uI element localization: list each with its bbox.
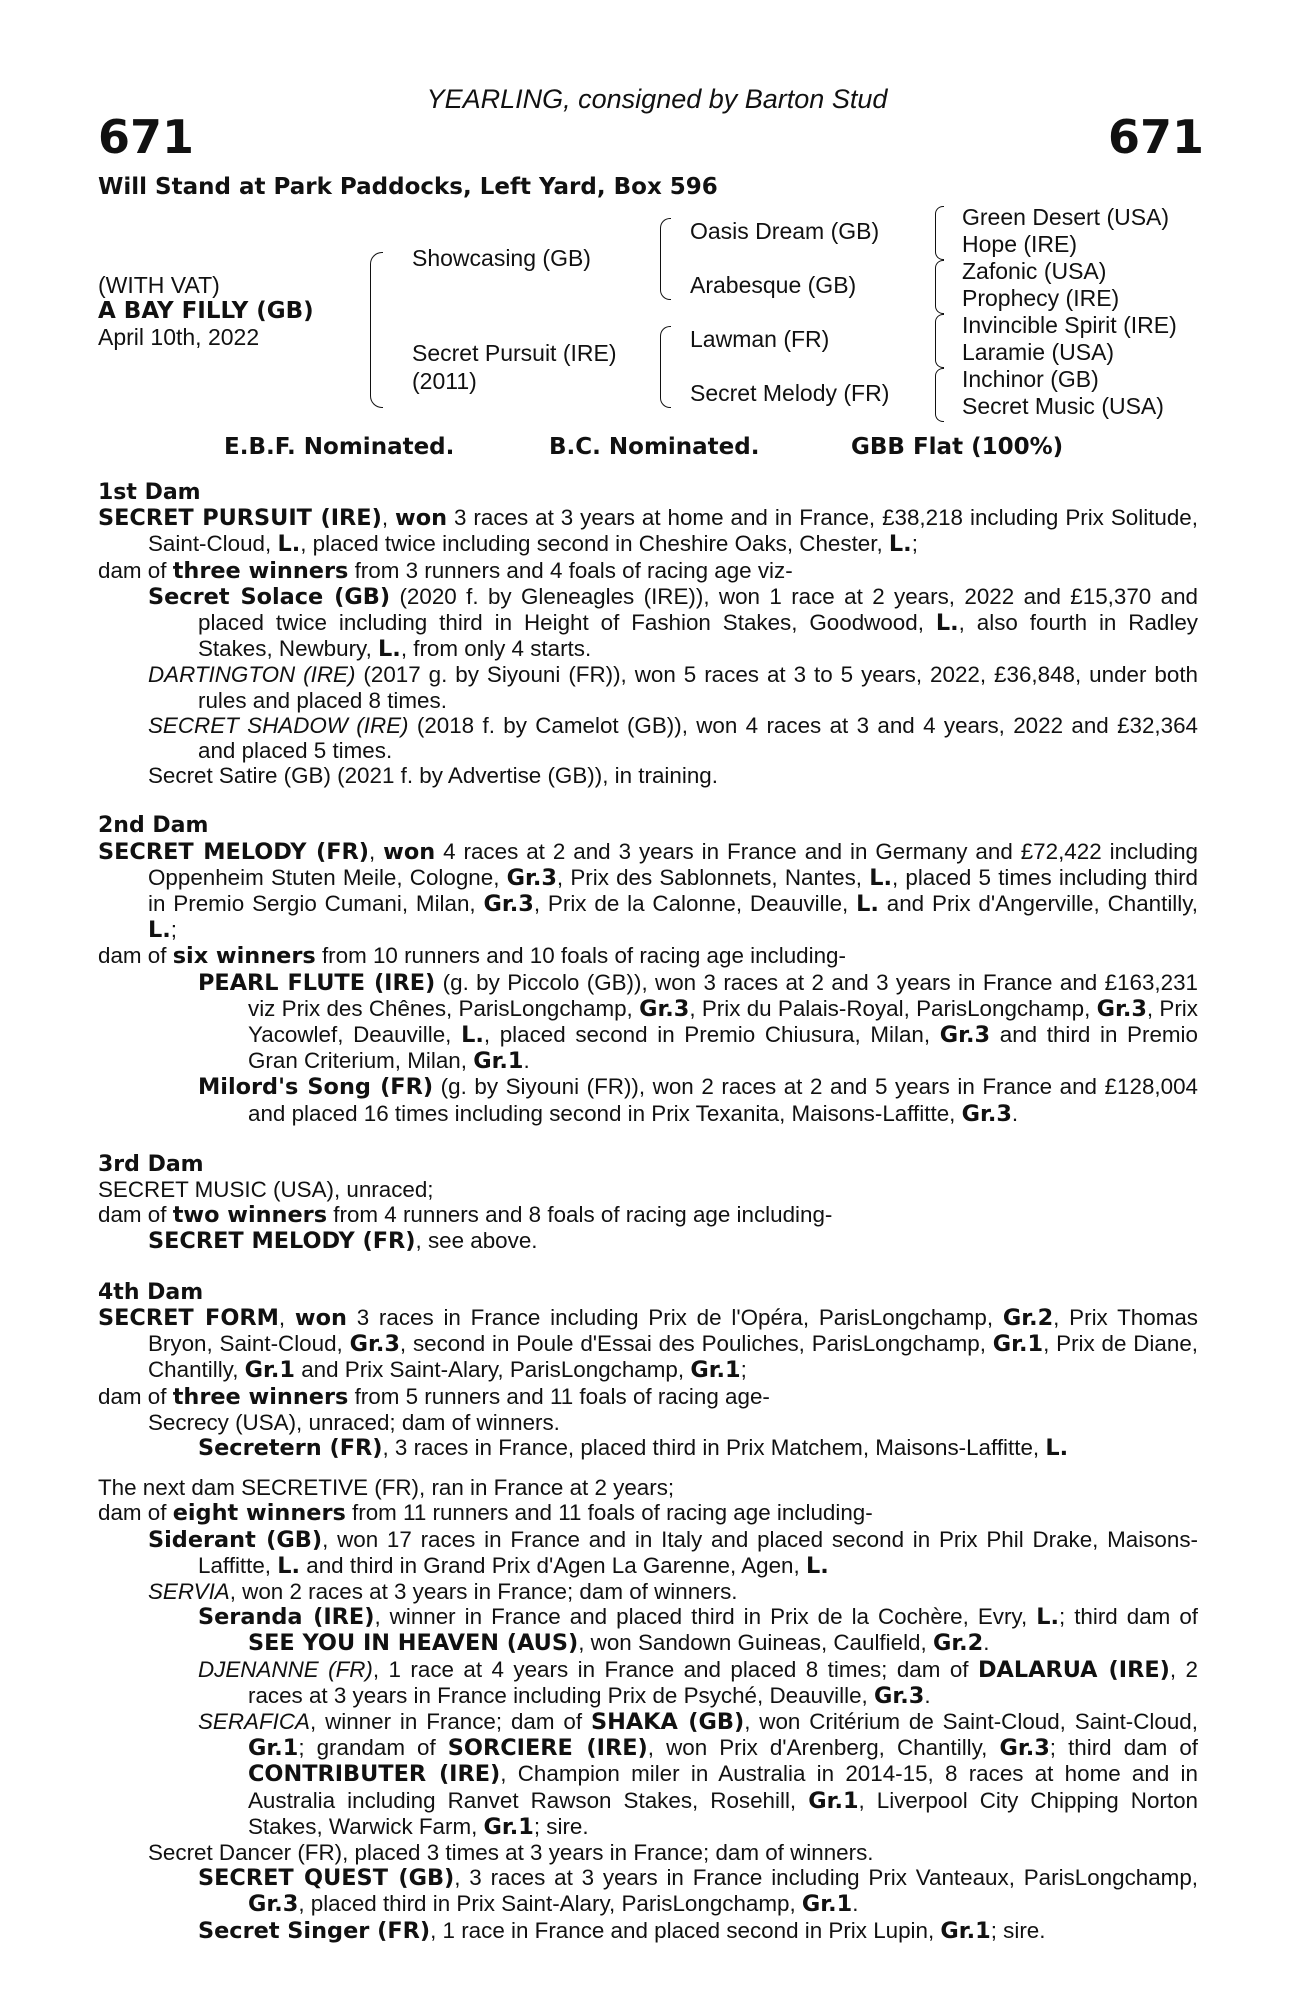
- produce-text: .: [924, 1682, 931, 1708]
- dam4-text: , Prix de Diane, Chantilly,: [148, 1331, 1198, 1383]
- dam1-produce-2: [98, 662, 1198, 712]
- next-dam-dam-of-pre: dam of: [98, 1500, 173, 1526]
- dam2-won: won: [383, 838, 436, 865]
- lot-number-left: 671: [98, 110, 195, 164]
- dam1-dam-of-pre: dam of: [98, 557, 173, 583]
- pedigree-g3-3: Zafonic (USA): [962, 258, 1107, 284]
- produce-name: Milord's Song (FR): [198, 1074, 434, 1101]
- dam1-listed-1: L.: [277, 531, 301, 558]
- dam2-text: 4 races at 2 and 3 years in France and in Germany and £72,422 including Oppenheim Stuten Meile, Cologne,: [148, 838, 1198, 890]
- dancer-produce-singer: [98, 1918, 1198, 1944]
- produce-text: , also fourth in Radley Stakes, Newbury,: [198, 610, 1198, 662]
- dam4-grandproduce-1: [98, 1435, 1198, 1461]
- produce-text: , 3 races in France, placed third in Prix Matchem, Maisons-Laffitte,: [382, 1434, 1046, 1460]
- listed-mark: L.: [1036, 1604, 1059, 1631]
- produce-name: Secret Singer (FR): [198, 1917, 431, 1944]
- produce-name: SECRET SHADOW (IRE): [148, 712, 409, 738]
- dam4-text: , second in Poule d'Essai des Pouliches, ParisLongchamp,: [399, 1331, 993, 1357]
- produce-text: , won 2 races at 3 years in France; dam of winners.: [229, 1578, 738, 1604]
- produce-text: , winner in France; dam of: [309, 1708, 591, 1734]
- dam1-text: 3 races at 3 years at home and in France, £38,218 including Prix Solitude, Saint-Cloud,: [148, 505, 1198, 557]
- pedigree-brace-g3-1: [935, 206, 944, 260]
- produce-text: , Prix du Palais-Royal, ParisLongchamp,: [689, 995, 1097, 1021]
- dam2-dam-of-post: from 10 runners and 10 foals of racing age including-: [315, 943, 846, 969]
- group-mark: Gr.1: [690, 1357, 741, 1384]
- dam1-text2: , placed twice including second in Cheshire Oaks, Chester,: [300, 531, 889, 557]
- produce-name: Secret Solace (GB): [148, 583, 391, 610]
- next-dam-dam-of: [98, 1500, 1198, 1526]
- produce-text: , won Critérium de Saint-Cloud, Saint-Cloud,: [744, 1708, 1198, 1734]
- produce-text: ; sire.: [533, 1813, 589, 1839]
- foaling-date: April 10th, 2022: [98, 324, 260, 350]
- dam2-dam-of: [98, 943, 1198, 969]
- gbb-nomination: GBB Flat (100%): [851, 434, 1064, 460]
- produce-text: , winner in France and placed third in Prix de la Cochère, Evry,: [374, 1604, 1037, 1630]
- produce-text: , won 17 races in France and in Italy and placed second in Prix Phil Drake, Maisons-Laffitte,: [198, 1526, 1198, 1578]
- next-dam-produce-siderant: [98, 1527, 1198, 1579]
- produce-name: SERVIA: [148, 1578, 230, 1604]
- group-mark: Gr.1: [483, 1813, 534, 1840]
- produce-text: , won Sandown Guineas, Caulfield,: [578, 1630, 933, 1656]
- descendant-name: SORCIERE (IRE): [447, 1735, 648, 1762]
- pedigree-brace-main: [370, 252, 383, 408]
- produce-text: , 1 race at 4 years in France and placed 8 times; dam of: [372, 1656, 978, 1682]
- vat-note: (WITH VAT): [98, 272, 220, 298]
- produce-name: Secret Satire (GB): [148, 763, 331, 789]
- group-mark: Gr.1: [992, 1331, 1044, 1358]
- dam3-dam-of: [98, 1202, 1198, 1228]
- dam2-record: SECRET MELODY (FR), won 4 races at 2 and 3 years in France and in Germany and £72,422 including Oppenheim Stuten Meile, Cologne, Gr.3, Prix des Sablonnets, Nantes, L., placed 5 times including third in Premio Sergio Cumani, Milan, Gr.3, Prix de la Calonne, Deauville, L. and Prix d'Angerville, Chantilly, L.;: [98, 838, 1198, 944]
- dam2-dam-of-pre: dam of: [98, 943, 173, 969]
- pedigree-sire: Showcasing (GB): [412, 245, 591, 271]
- pedigree-g3-5: Invincible Spirit (IRE): [962, 312, 1177, 338]
- dam2-text: , placed 5 times including third in Premio Sergio Cumani, Milan,: [148, 864, 1198, 917]
- pedigree-dam-sire: Lawman (FR): [690, 326, 830, 352]
- pedigree-g3-2: Hope (IRE): [962, 231, 1078, 257]
- next-dam-record: The next dam SECRETIVE (FR), ran in France at 2 years;: [98, 1475, 675, 1501]
- pedigree-sire-sire: Oasis Dream (GB): [690, 218, 880, 244]
- dam4-produce-1: Secrecy (USA), unraced; dam of winners.: [148, 1409, 560, 1435]
- next-dam-dam-of-count: eight winners: [172, 1500, 346, 1527]
- listed-mark: L.: [277, 1552, 301, 1579]
- produce-text: , 3 races at 3 years in France including Prix Vanteaux, ParisLongchamp,: [454, 1865, 1198, 1891]
- dam4-text: ;: [740, 1357, 747, 1383]
- pedigree-dam: Secret Pursuit (IRE): [412, 340, 617, 366]
- group-mark: Gr.1: [244, 1357, 295, 1384]
- pedigree-g3-4: Prophecy (IRE): [962, 285, 1120, 311]
- dam2-text: , Prix de la Calonne, Deauville,: [533, 891, 857, 917]
- dam4-dam-of-post: from 5 runners and 11 foals of racing age-: [348, 1383, 770, 1409]
- dam4-record: SECRET FORM, won 3 races in France including Prix de l'Opéra, ParisLongchamp, Gr.2, Prix Thomas Bryon, Saint-Cloud, Gr.3, second in Poule d'Essai des Pouliches, ParisLongchamp, Gr.1, Prix de Diane, Chantilly, Gr.1 and Prix Saint-Alary, ParisLongchamp, Gr.1;: [98, 1304, 1198, 1384]
- group-mark: Gr.3: [248, 1891, 299, 1918]
- listed-mark: L.: [935, 610, 959, 637]
- dam2-heading: 2nd Dam: [98, 813, 209, 839]
- produce-text: , Prix Yacowlef, Deauville,: [248, 995, 1198, 1048]
- dam1-text3: ;: [911, 531, 918, 557]
- dam1-dam-of-count: three winners: [172, 557, 349, 584]
- produce-name: SECRET MELODY (FR): [148, 1228, 416, 1255]
- pedigree-brace-g3-4: [935, 368, 944, 422]
- pedigree-g3-6: Laramie (USA): [962, 339, 1115, 365]
- dam4-heading: 4th Dam: [98, 1279, 204, 1305]
- produce-text: and third in Grand Prix d'Agen La Garenne, Agen,: [300, 1552, 806, 1578]
- dancer-produce-quest: [98, 1865, 1198, 1917]
- dam1-record: SECRET PURSUIT (IRE), won 3 races at 3 years at home and in France, £38,218 including Prix Solitude, Saint-Cloud, L., placed twice including second in Cheshire Oaks, Chester, L.;: [98, 505, 1198, 558]
- group-mark: Gr.2: [932, 1630, 984, 1657]
- listed-mark: L.: [461, 1022, 484, 1049]
- produce-text: , 2 races at 3 years in France including Prix de Psyché, Deauville,: [248, 1656, 1198, 1708]
- dam3-produce-1: [98, 1228, 1198, 1254]
- descendant-name: DALARUA (IRE): [977, 1656, 1170, 1683]
- produce-text: ; third dam of: [1058, 1604, 1199, 1630]
- descendant-name: SEE YOU IN HEAVEN (AUS): [248, 1630, 579, 1657]
- group-mark: Gr.3: [506, 864, 557, 891]
- stand-location: Will Stand at Park Paddocks, Left Yard, Box 596: [98, 174, 718, 200]
- pedigree-sire-dam: Arabesque (GB): [690, 272, 857, 298]
- produce-text: ; third dam of: [1049, 1735, 1198, 1761]
- dam1-name: SECRET PURSUIT (IRE): [98, 505, 382, 532]
- next-dam-dam-of-post: from 11 runners and 11 foals of racing age including-: [345, 1500, 873, 1526]
- produce-name: Seranda (IRE): [198, 1604, 375, 1631]
- pedigree-brace-g3-2: [935, 260, 944, 314]
- dam1-produce-4: [98, 763, 1198, 788]
- dam2-produce-2: [98, 1074, 1198, 1126]
- produce-text: , see above.: [415, 1228, 538, 1254]
- dam4-dam-of-count: three winners: [172, 1383, 349, 1410]
- dam3-record: SECRET MUSIC (USA), unraced;: [98, 1177, 434, 1203]
- dam4-text: 3 races in France including Prix de l'Opéra, ParisLongchamp,: [346, 1304, 1003, 1330]
- dam1-produce-3: [98, 713, 1198, 763]
- servia-produce-seranda: [98, 1604, 1198, 1656]
- group-mark: Gr.3: [961, 1100, 1012, 1127]
- group-mark: Gr.1: [801, 1891, 853, 1918]
- produce-name: PEARL FLUTE (IRE): [198, 969, 436, 996]
- next-dam-produce-dancer: Secret Dancer (FR), placed 3 times at 3 years in France; dam of winners.: [148, 1839, 874, 1865]
- listed-mark: L.: [856, 891, 879, 918]
- dam1-listed-2: L.: [888, 531, 912, 558]
- group-mark: Gr.2: [1002, 1304, 1054, 1331]
- produce-text: .: [852, 1891, 859, 1917]
- dam2-text: , Prix des Sablonnets, Nantes,: [556, 864, 870, 890]
- group-mark: Gr.1: [473, 1048, 524, 1075]
- dam4-dam-of-pre: dam of: [98, 1383, 173, 1409]
- dam1-dam-of-post: from 3 runners and 4 foals of racing age viz-: [348, 557, 793, 583]
- produce-text: (g. by Piccolo (GB)), won 3 races at 2 and 3 years in France and £163,231 viz Prix des Chênes, ParisLongchamp,: [248, 969, 1199, 1021]
- pedigree-brace-dam: [660, 326, 671, 408]
- dam3-heading: 3rd Dam: [98, 1151, 204, 1177]
- produce-text: , Champion miler in Australia in 2014-15, 8 races at home and in Australia including Ranvet Rawson Stakes, Rosehill,: [248, 1761, 1198, 1813]
- group-mark: Gr.3: [874, 1682, 925, 1709]
- group-mark: Gr.1: [940, 1917, 991, 1944]
- group-mark: Gr.3: [639, 995, 690, 1022]
- pedigree-g3-1: Green Desert (USA): [962, 204, 1170, 230]
- bc-nomination: B.C. Nominated.: [549, 434, 760, 460]
- listed-mark: L.: [1045, 1434, 1069, 1461]
- group-mark: Gr.3: [939, 1022, 991, 1049]
- descendant-name: SHAKA (GB): [590, 1708, 745, 1735]
- produce-name: SERAFICA: [198, 1708, 310, 1734]
- produce-text: , won Prix d'Arenberg, Chantilly,: [647, 1735, 1000, 1761]
- produce-text: (2017 g. by Siyouni (FR)), won 5 races at 3 to 5 years, 2022, £36,848, under both rules and placed 8 times.: [198, 662, 1199, 713]
- pedigree-g3-8: Secret Music (USA): [962, 393, 1164, 419]
- dam1-won: won: [395, 505, 448, 532]
- dam4-text: , Prix Thomas Bryon, Saint-Cloud,: [148, 1304, 1198, 1357]
- produce-text: , Liverpool City Chipping Norton Stakes, Warwick Farm,: [248, 1787, 1198, 1839]
- produce-name: DARTINGTON (IRE): [148, 662, 356, 688]
- pedigree-brace-g3-3: [935, 314, 944, 368]
- dam2-text: and Prix d'Angerville, Chantilly,: [878, 891, 1198, 917]
- dam4-dam-of: [98, 1384, 1198, 1410]
- dam4-won: won: [294, 1304, 347, 1331]
- dam2-dam-of-count: six winners: [172, 943, 316, 970]
- produce-text: , placed second in Premio Chiusura, Milan,: [483, 1022, 940, 1048]
- group-mark: Gr.3: [1096, 995, 1147, 1022]
- consignment-line: YEARLING, consigned by Barton Stud: [426, 84, 888, 114]
- produce-text: and third in Premio Gran Criterium, Milan,: [248, 1022, 1198, 1074]
- dam3-dam-of-pre: dam of: [98, 1202, 173, 1228]
- produce-name: Siderant (GB): [148, 1526, 323, 1553]
- produce-name: DJENANNE (FR): [198, 1656, 373, 1682]
- listed-mark: L.: [869, 864, 892, 891]
- pedigree-dam-year: (2011): [412, 368, 477, 394]
- servia-produce-serafica: [98, 1709, 1198, 1840]
- group-mark: Gr.1: [808, 1787, 859, 1814]
- produce-text: .: [523, 1048, 530, 1074]
- produce-text: (2020 f. by Gleneagles (IRE)), won 1 race at 2 years, 2022 and £15,370 and placed twice including third in Height of Fashion Stakes, Goodwood,: [198, 583, 1198, 636]
- group-mark: Gr.3: [349, 1331, 400, 1358]
- produce-text: .: [1011, 1100, 1019, 1126]
- descendant-name: CONTRIBUTER (IRE): [248, 1761, 501, 1788]
- ebf-nomination: E.B.F. Nominated.: [224, 434, 455, 460]
- produce-name: Secretern (FR): [198, 1434, 383, 1461]
- produce-text: , placed third in Prix Saint-Alary, ParisLongchamp,: [298, 1891, 802, 1917]
- produce-text: (2018 f. by Camelot (GB)), won 4 races at 3 and 4 years, 2022 and £32,364 and placed 5 times.: [198, 712, 1198, 764]
- dam3-dam-of-post: from 4 runners and 8 foals of racing age including-: [327, 1202, 833, 1228]
- group-mark: Gr.1: [248, 1735, 299, 1762]
- listed-mark: L.: [378, 636, 401, 663]
- lot-number-right: 671: [1107, 110, 1204, 164]
- listed-mark: L.: [148, 917, 171, 944]
- produce-text: , 1 race in France and placed second in Prix Lupin,: [430, 1917, 941, 1943]
- dam1-heading: 1st Dam: [98, 480, 201, 505]
- group-mark: Gr.3: [483, 891, 534, 918]
- produce-text: ; sire.: [990, 1917, 1046, 1943]
- produce-text: , from only 4 starts.: [400, 636, 592, 662]
- dam3-dam-of-count: two winners: [172, 1202, 328, 1229]
- dam2-produce-1: [98, 970, 1198, 1075]
- dam1-produce-1: [98, 584, 1198, 663]
- group-mark: Gr.3: [999, 1735, 1050, 1762]
- dam2-text: ;: [170, 917, 178, 943]
- pedigree-notes: [98, 480, 1198, 1944]
- dam1-dam-of: [98, 558, 1198, 584]
- pedigree-brace-sire: [660, 218, 671, 300]
- produce-text: (g. by Siyouni (FR)), won 2 races at 2 and 5 years in France and £128,004 and placed 16 times including second in Prix Texanita, Maisons-Laffitte,: [248, 1074, 1198, 1126]
- next-dam-produce-servia: [98, 1579, 1198, 1604]
- produce-text: .: [983, 1630, 990, 1656]
- pedigree-dam-dam: Secret Melody (FR): [690, 380, 890, 406]
- produce-name: SECRET QUEST (GB): [198, 1865, 455, 1892]
- produce-text: ; grandam of: [298, 1735, 448, 1761]
- lot-name: A BAY FILLY (GB): [98, 298, 314, 324]
- dam2-name: SECRET MELODY (FR): [98, 838, 369, 865]
- dam4-name: SECRET FORM: [98, 1304, 279, 1331]
- pedigree-g3-7: Inchinor (GB): [962, 366, 1099, 392]
- listed-mark: L.: [805, 1552, 829, 1579]
- produce-text: (2021 f. by Advertise (GB)), in training.: [330, 763, 718, 789]
- dam4-text: and Prix Saint-Alary, ParisLongchamp,: [294, 1357, 691, 1383]
- servia-produce-djenanne: [98, 1657, 1198, 1709]
